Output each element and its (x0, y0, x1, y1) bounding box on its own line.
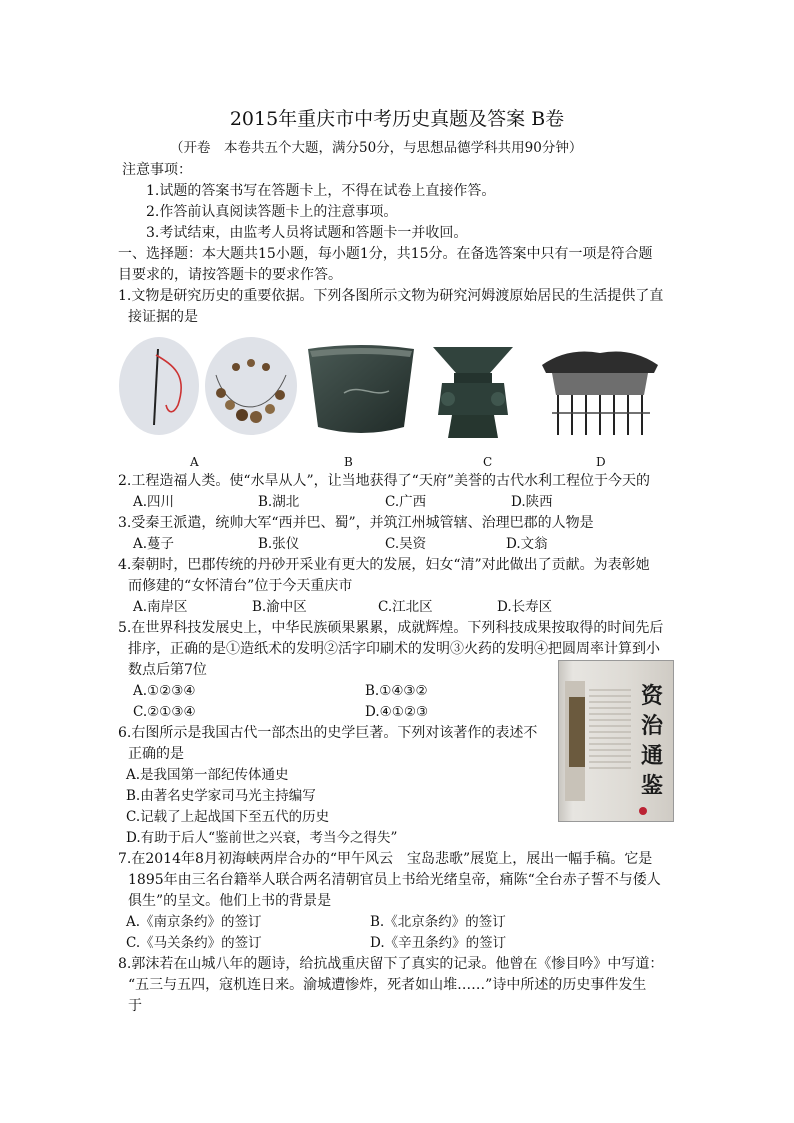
q6-option-d: D.有助于后人“鉴前世之兴衰，考当今之得失” (126, 830, 398, 846)
figure-label-c: C (483, 455, 493, 469)
q7-stem: 7.在2014年8月初海峡两岸合办的“甲午风云 宝岛悲歌”展览上，展出一幅手稿。它是 (118, 851, 653, 867)
q8-stem: 8.郭沫若在山城八年的题诗，给抗战重庆留下了真实的记录。他曾在《惨目吟》中写道： (118, 956, 664, 972)
q2-option-a: A.四川 (133, 494, 175, 510)
q2-option-d: D.陕西 (511, 494, 553, 510)
q5-option-a: A.①②③④ (133, 683, 196, 699)
notice-item: 1.试题的答案书写在答题卡上，不得在试卷上直接作答。 (146, 183, 496, 199)
q5-option-d: D.④①②③ (365, 704, 429, 720)
q4-stem: 4.秦朝时，巴郡传统的丹砂开采业有更大的发展，妇女“清”对此做出了贡献。为表彰她 (118, 557, 650, 573)
q2-option-b: B.湖北 (258, 494, 300, 510)
section-heading: 一、选择题：本大题共15小题，每小题1分，共15分。在备选答案中只有一项是符合题 (118, 246, 653, 262)
pottery-bowl-image (304, 343, 418, 438)
q3-option-c: C.吴资 (385, 536, 427, 552)
q6-stem-cont: 正确的是 (128, 746, 184, 762)
q3-option-a: A.蔓子 (133, 536, 175, 552)
q6-option-b: B.由著名史学家司马光主持编写 (126, 788, 316, 804)
bone-needle-necklace-image (118, 335, 298, 437)
q6-option-a: A.是我国第一部纪传体通史 (126, 767, 289, 783)
book-title-char: 治 (640, 713, 663, 739)
q5-option-c: C.②①③④ (133, 704, 196, 720)
q8-stem-cont: 于 (128, 998, 142, 1014)
q7-option-b: B.《北京条约》的签订 (370, 914, 506, 930)
q7-stem-cont: 1895年由三名台籍举人联合两名清朝官员上书给光绪皇帝，痛陈“全台赤子誓不与倭人 (128, 872, 661, 888)
figure-label-d: D (596, 455, 606, 469)
q5-stem-cont: 排序，正确的是①造纸术的发明②活字印刷术的发明③火药的发明④把圆周率计算到小 (128, 641, 660, 657)
book-band (569, 697, 585, 767)
figure-label-a: A (190, 455, 199, 469)
notice-heading: 注意事项： (122, 162, 192, 178)
q4-option-c: C.江北区 (378, 599, 433, 615)
q6-stem: 6.右图所示是我国古代一部杰出的史学巨著。下列对该著作的表述不 (118, 725, 538, 741)
stilt-house-drawing-image (538, 343, 662, 438)
q3-stem: 3.受秦王派遣，统帅大军“西并巴、蜀”，并筑江州城管辖、治理巴郡的人物是 (118, 515, 594, 531)
bronze-zun-vessel-image (428, 343, 518, 440)
book-text-lines (589, 689, 631, 769)
notice-item: 3.考试结束，由监考人员将试题和答题卡一并收回。 (146, 225, 468, 241)
q7-option-d: D.《辛丑条约》的签订 (370, 935, 507, 951)
q3-option-d: D.文翁 (506, 536, 548, 552)
q7-option-a: A.《南京条约》的签订 (126, 914, 262, 930)
notice-item: 2.作答前认真阅读答题卡上的注意事项。 (146, 204, 398, 220)
q4-option-b: B.渝中区 (252, 599, 307, 615)
q6-option-c: C.记载了上起战国下至五代的历史 (126, 809, 330, 825)
page-subtitle: （开卷 本卷共五个大题，满分50分，与思想品德学科共用90分钟） (170, 140, 583, 156)
q8-stem-cont: “五三与五四，寇机连日来。渝城遭惨炸，死者如山堆……”诗中所述的历史事件发生 (128, 977, 647, 993)
q2-stem: 2.工程造福人类。使“水旱从人”，让当地获得了“天府”美誉的古代水利工程位于今天的 (118, 473, 650, 489)
q5-stem-cont: 数点后第7位 (128, 662, 207, 678)
book-seal (639, 807, 647, 815)
book-title-char: 鉴 (640, 773, 663, 799)
q2-option-c: C.广西 (385, 494, 427, 510)
q3-option-b: B.张仪 (258, 536, 300, 552)
q1-stem: 1.文物是研究历史的重要依据。下列各图所示文物为研究河姆渡原始居民的生活提供了直 (118, 288, 664, 304)
q7-stem-cont: 俱生”的呈文。他们上书的背景是 (128, 893, 332, 909)
page-title: 2015年重庆市中考历史真题及答案 B卷 (229, 108, 565, 130)
q4-option-a: A.南岸区 (133, 599, 188, 615)
q4-option-d: D.长寿区 (497, 599, 553, 615)
q5-option-b: B.①④③② (365, 683, 428, 699)
figure-label-b: B (344, 455, 353, 469)
book-title-char: 资 (640, 683, 663, 709)
zizhi-tongjian-book-cover-image (558, 660, 674, 822)
q7-option-c: C.《马关条约》的签订 (126, 935, 262, 951)
section-heading-cont: 目要求的，请按答题卡的要求作答。 (118, 267, 342, 283)
q5-stem: 5.在世界科技发展史上，中华民族硕果累累，成就辉煌。下列科技成果按取得的时间先后 (118, 620, 664, 636)
q4-stem-cont: 而修建的“女怀清台”位于今天重庆市 (128, 578, 353, 594)
book-title-char: 通 (640, 743, 663, 769)
q1-stem-cont: 接证据的是 (128, 309, 198, 325)
